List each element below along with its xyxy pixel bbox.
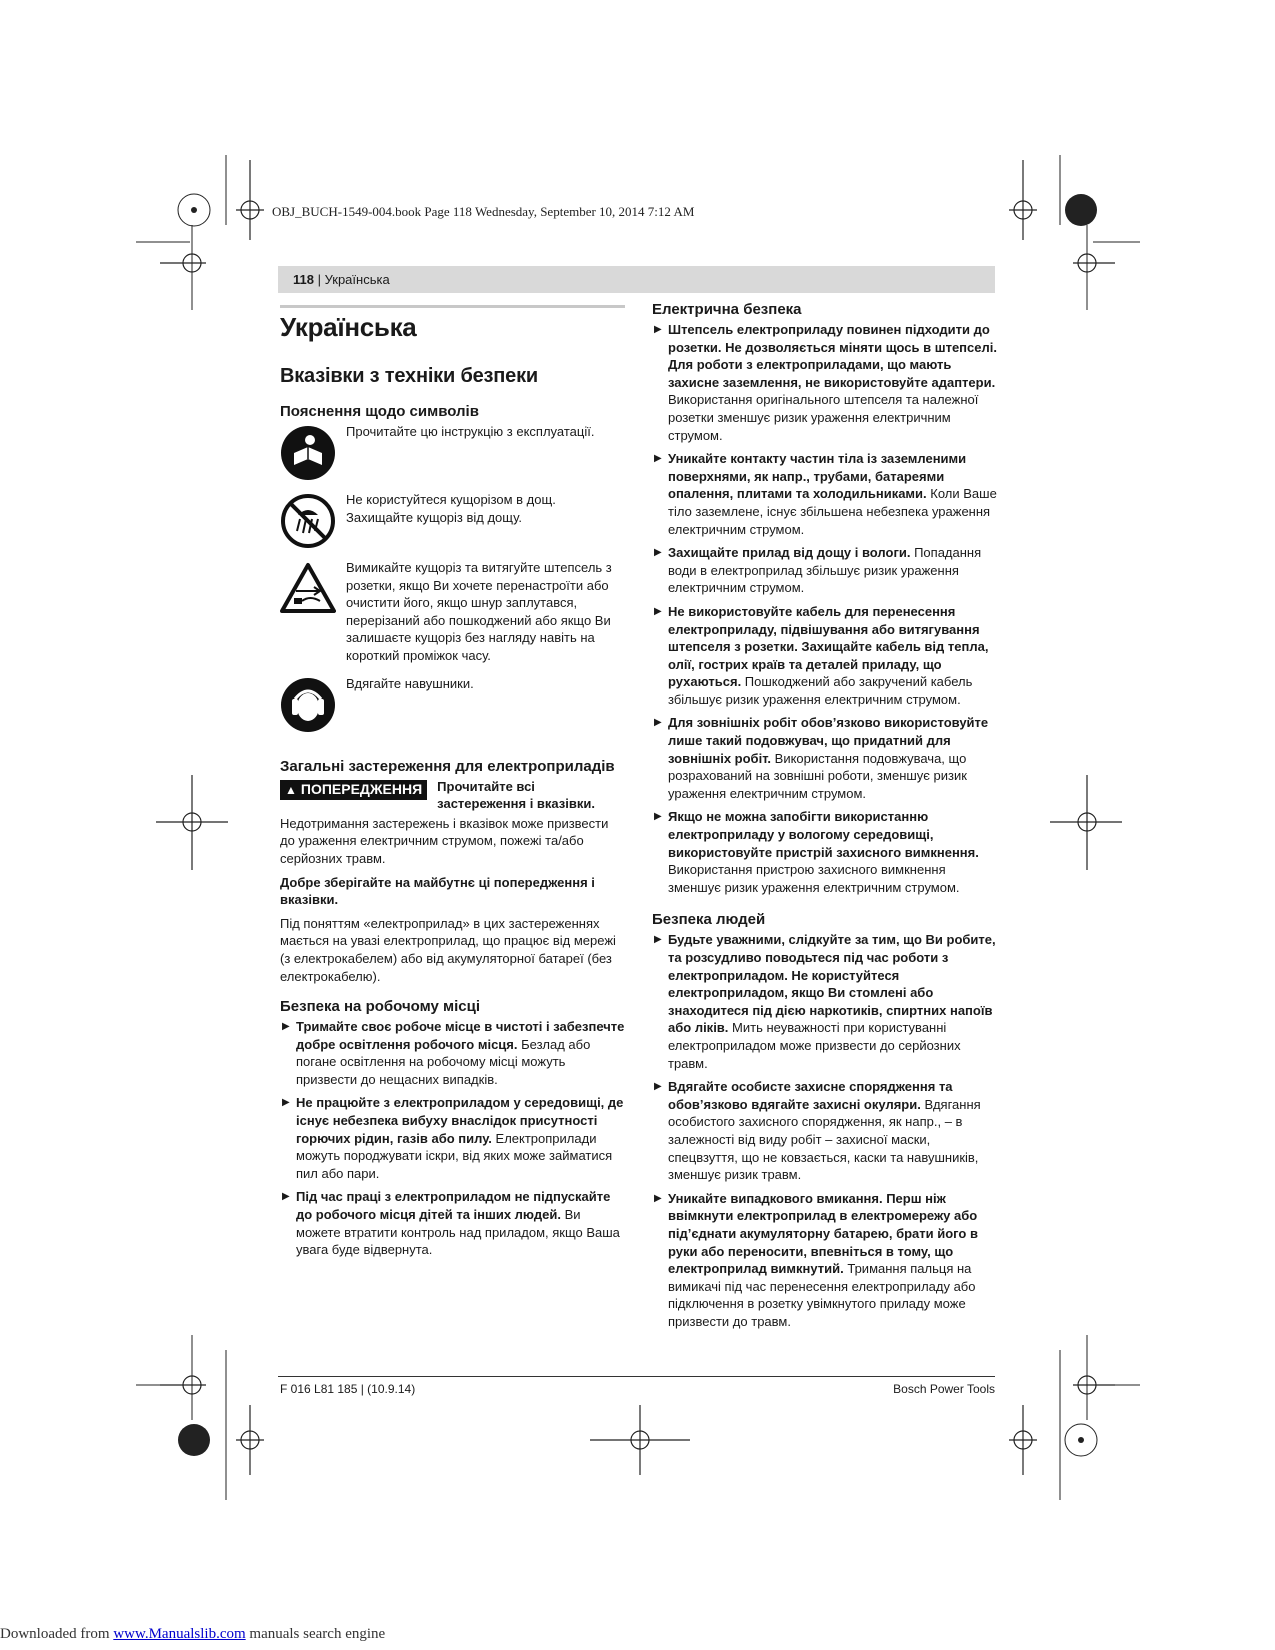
running-header (293, 272, 390, 287)
download-line (0, 1626, 385, 1643)
electrical-item: ▶ Уникайте контакту частин тіла із заземленими поверхнями, як напр., трубами, батареями опалення, плитами та холодильниками. Коли Ваше тіло заземлене, існує збільшена небезпека ураження електричним струмом. (652, 450, 997, 538)
read-manual-icon (280, 425, 336, 481)
unplug-warning-icon (280, 561, 336, 617)
symbol-text: Не користуйтеся кущорізом в дощ. Захищайте кущоріз від дощу. (346, 492, 556, 525)
slug-line: OBJ_BUCH-1549-004.book Page 118 Wednesday, September 10, 2014 7:12 AM (272, 204, 695, 219)
symbol-text: Прочитайте цю інструкцію з експлуатації. (346, 424, 595, 439)
people-item: ▶ Вдягайте особисте захисне спорядження та обов’язково вдягайте захисні окуляри. Вдягання особистого захисного спорядження, як напр., – в залежності від виду робіт – захисної маски, спецвзуття, що не ковзається, каски та навушників, зменшує ризик травм. (652, 1078, 997, 1184)
symbol-row (280, 675, 625, 733)
warning-badge: ▲ ПОПЕРЕДЖЕННЯ (280, 780, 427, 801)
symbol-text: Вимикайте кущоріз та витягуйте штепсель з розетки, якщо Ви хочете перенастроїти або очистити його, якщо шнур заплутався, перерізаний або пошкоджений або якщо Ви залишаєте кущоріз без нагляду навіть на короткий проміжок часу. (346, 560, 612, 663)
electrical-item: ▶ Якщо не можна запобігти використанню електроприладу у вологому середовищі, використовуйте пристрій захисного вимкнення. Використання пристрою захисного вимкнення зменшує ризик ураження електричним струмом. (652, 808, 997, 896)
electrical-safety-title: Електрична безпека (652, 301, 802, 318)
header-language: Українська (324, 272, 390, 287)
download-prefix: Downloaded from (0, 1626, 114, 1642)
no-rain-icon (280, 493, 336, 549)
header-separator: | (313, 272, 325, 287)
general-paragraph-1: Недотримання застережень і вказівок може призвести до ураження електричним струмом, пожежі та/або серйозних травм. (280, 815, 609, 866)
electrical-item: ▶ Для зовнішніх робіт обов’язково використовуйте лише такий подовжувач, що придатний для зовнішніх робіт. Використання подовжувача, що розрахований на зовнішні роботи, зменшує ризик ураження електричним струмом. (652, 714, 997, 802)
general-warnings-title: Загальні застереження для електроприладів (280, 757, 615, 775)
page-title: Українська (280, 312, 417, 342)
download-suffix: manuals search engine (245, 1626, 386, 1642)
people-item: ▶ Уникайте випадкового вмикання. Перш ніж ввімкнути електроприлад в електромережу або під’єднати акумуляторну батарею, брати його в руки або переносити, впевніться в тому, що електроприлад вимкнутий. Тримання пальця на вимикачі під час перенесення електроприладу або підключення в розетку увімкнутого приладу може призвести до травм. (652, 1190, 997, 1331)
people-item: ▶ Будьте уважними, слідкуйте за тим, що Ви робите, та розсудливо поводьтеся під час роботи з електроприладом. Не користуйтеся електроприладом, якщо Ви стомлені або знаходитеся під дією наркотиків, спиртних напоїв або ліків. Мить неуважності при користуванні електроприладом може призвести до серйозних травм. (652, 931, 997, 1072)
footer-rule (278, 1376, 995, 1377)
workplace-item: ▶ Не працюйте з електроприладом у середовищі, де існує небезпека вибуху внаслідок присутності горючих рідин, газів або пилу. Електроприлади можуть породжувати іскри, від яких може займатися пил або пари. (280, 1094, 625, 1182)
safety-section-title: Вказівки з техніки безпеки (280, 365, 538, 387)
symbols-title: Пояснення щодо символів (280, 403, 479, 420)
symbol-row (280, 423, 625, 481)
footer-doc-code: F 016 L81 185 | (10.9.14) (280, 1382, 416, 1396)
footer-brand: Bosch Power Tools (893, 1382, 995, 1396)
workplace-item: ▶ Під час праці з електроприладом не підпускайте до робочого місця дітей та інших людей. Ви можете втратити контроль над приладом, якщо Ваша увага буде відвернута. (280, 1188, 625, 1258)
ear-protection-icon (280, 677, 336, 733)
right-column (652, 300, 997, 1336)
manualslib-link[interactable]: www.Manualslib.com (113, 1626, 246, 1642)
people-safety-title: Безпека людей (652, 911, 766, 929)
electrical-item: ▶ Штепсель електроприладу повинен підходити до розетки. Не дозволяється міняти щось в штепселі. Для роботи з електроприладами, що мають захисне заземлення, не використовуйте адаптери. Використання оригінального штепселя та належної розетки зменшує ризик ураження електричним струмом. (652, 321, 997, 444)
workplace-item: ▶ Тримайте своє робоче місце в чистоті і забезпечте добре освітлення робочого місця. Безлад або погане освітлення на робочому місці можуть призвести до нещасних випадків. (280, 1018, 625, 1088)
symbol-row (280, 491, 625, 549)
workplace-title: Безпека на робочому місці (280, 998, 481, 1016)
electrical-item: ▶ Захищайте прилад від дощу і вологи. Попадання води в електроприлад збільшує ризик ураження електричним струмом. (652, 544, 997, 597)
symbol-row (280, 559, 625, 665)
warning-row (280, 778, 625, 813)
page-number: 118 (293, 272, 314, 287)
left-column (280, 305, 625, 1265)
electrical-item: ▶ Не використовуйте кабель для перенесення електроприладу, підвішування або витягування штепселя з розетки. Захищайте кабель від тепла, олії, гострих країв та деталей приладу, що рухаються. Пошкоджений або закручений кабель збільшує ризик ураження електричним струмом. (652, 603, 997, 709)
warning-line: Прочитайте всі застереження і вказівки. (437, 778, 595, 812)
general-paragraph-3: Під поняттям «електроприлад» в цих застереженнях мається на увазі електроприлад, що працює від мережі (з електрокабелем) або від акумуляторної батареї (без електрокабелю). (280, 915, 616, 984)
warning-triangle-icon: ▲ (285, 782, 297, 797)
general-paragraph-2: Добре зберігайте на майбутнє ці попередження і вказівки. (280, 874, 595, 908)
symbol-text: Вдягайте навушники. (346, 675, 474, 691)
